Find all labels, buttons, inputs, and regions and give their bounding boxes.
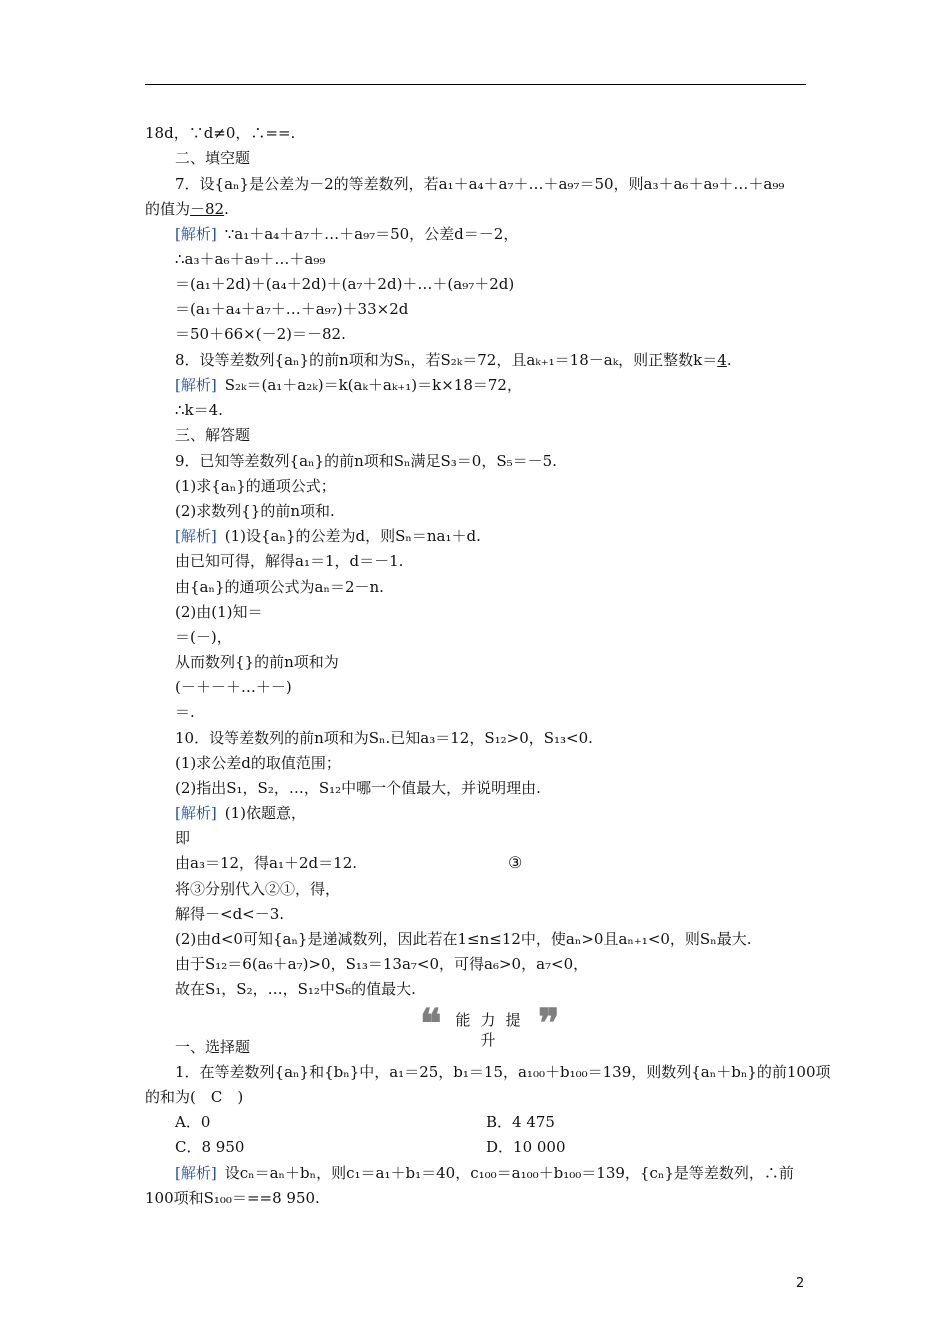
text-line: 由{aₙ}的通项公式为aₙ＝2－n. [175, 578, 384, 596]
solution-line [175, 375, 522, 395]
text-line: (2)由(1)知＝ [175, 603, 263, 621]
answer-line [145, 199, 229, 219]
text: 设cₙ＝aₙ＋bₙ，则c₁＝a₁＋b₁＝40，c₁₀₀＝a₁₀₀＋b₁₀₀＝139，{cₙ}是等差数列，∴前 [224, 1164, 794, 1182]
text-line: 由已知可得，解得a₁＝1，d＝－1. [175, 552, 404, 570]
page-number: 2 [796, 1276, 805, 1291]
text-line: 100项和S₁₀₀＝==8 950. [145, 1189, 320, 1207]
text-line: 18d，∵d≠0，∴==. [145, 124, 296, 142]
option-a: A．0 [175, 1113, 211, 1131]
question-9: 9．已知等差数列{aₙ}的前n项和Sₙ满足S₃＝0，S₅＝－5. [175, 452, 557, 470]
solution-line [175, 1163, 794, 1183]
text-line: ∴k＝4. [175, 401, 223, 419]
answer: 4 [717, 351, 727, 369]
header-rule [145, 84, 806, 85]
solution-line [175, 526, 481, 546]
text-line: (1)求公差d的取值范围； [175, 754, 341, 772]
question-7: 7．设{aₙ}是公差为－2的等差数列，若a₁＋a₄＋a₇＋…＋a₉₇＝50，则a₃＋a₆＋a₉＋…＋a₉₉ [175, 175, 785, 193]
text-line: (－＋－＋…＋－) [175, 678, 292, 696]
equation-number: ③ [508, 853, 523, 872]
question-10: 10．设等差数列的前n项和为Sₙ.已知a₃＝12，S₁₂>0，S₁₃<0. [175, 729, 593, 747]
solution-line [175, 224, 518, 244]
text-line: (2)由d<0可知{aₙ}是递减数列，因此若在1≤n≤12中，使aₙ>0且aₙ₊₁<0，则Sₙ最大. [175, 930, 752, 948]
text-line: ∴a₃＋a₆＋a₉＋…＋a₉₉ [175, 250, 326, 268]
solution-tag: [解析] [175, 225, 217, 243]
close-quote-icon: ❞ [538, 1000, 560, 1047]
solution-tag: [解析] [175, 1164, 217, 1182]
text: . [726, 351, 732, 369]
text-line: 从而数列{}的前n项和为 [175, 653, 339, 671]
answer: －82 [190, 200, 225, 218]
question-8 [175, 350, 732, 370]
solution-tag: [解析] [175, 376, 217, 394]
text-line: 即 [175, 829, 191, 847]
text-line: 由a₃＝12，得a₁＋2d＝12. [175, 854, 358, 872]
section-heading: 一、选择题 [175, 1038, 251, 1056]
text-line: (1)求{aₙ}的通项公式； [175, 477, 336, 495]
section-heading: 三、解答题 [175, 426, 251, 444]
text-line: 解得－<d<－3. [175, 905, 285, 923]
solution-tag: [解析] [175, 804, 217, 822]
text-line: 由于S₁₂＝6(a₆＋a₇)>0，S₁₃＝13a₇<0，可得a₆>0，a₇<0， [175, 955, 589, 973]
text-line: ＝(a₁＋a₄＋a₇＋…＋a₉₇)＋33×2d [175, 300, 409, 318]
solution-line [175, 803, 306, 823]
text-line: 的和为( C ) [145, 1088, 244, 1106]
text: S₂ₖ＝(a₁＋a₂ₖ)＝k(aₖ＋aₖ₊₁)＝k×18＝72， [224, 376, 522, 394]
option-c: C．8 950 [175, 1138, 245, 1156]
text-line: ＝(a₁＋2d)＋(a₄＋2d)＋(a₇＋2d)＋…＋(a₉₇＋2d) [175, 275, 515, 293]
solution-tag: [解析] [175, 527, 217, 545]
section-banner [420, 1000, 566, 1049]
text-line: ＝. [175, 703, 195, 721]
text-line: 将③分别代入②①，得， [175, 880, 341, 898]
text-line: (2)指出S₁，S₂，…，S₁₂中哪一个值最大，并说明理由. [175, 779, 541, 797]
question-1: 1．在等差数列{aₙ}和{bₙ}中，a₁＝25，b₁＝15，a₁₀₀＋b₁₀₀＝139，则数列{aₙ＋bₙ}的前100项 [175, 1063, 831, 1081]
text: 的值为 [145, 200, 191, 218]
banner-title: 能力提升 [455, 1011, 531, 1049]
open-quote-icon: ❝ [420, 1000, 442, 1047]
text: 8．设等差数列{aₙ}的前n项和为Sₙ，若S₂ₖ＝72，且aₖ₊₁＝18－aₖ，则正整数k＝ [175, 351, 718, 369]
text: (1)依题意， [224, 804, 306, 822]
text-line: ＝(－)， [175, 628, 232, 646]
option-d: D．10 000 [486, 1138, 566, 1156]
text: ∵a₁＋a₄＋a₇＋…＋a₉₇＝50，公差d＝－2， [224, 225, 519, 243]
text: (1)设{aₙ}的公差为d，则Sₙ＝na₁＋d. [224, 527, 481, 545]
section-heading: 二、填空题 [175, 149, 251, 167]
text-line: ＝50＋66×(－2)＝－82. [175, 325, 346, 343]
text-line: (2)求数列{}的前n项和. [175, 502, 335, 520]
text-line: 故在S₁，S₂，…，S₁₂中S₆的值最大. [175, 980, 416, 998]
text: . [224, 200, 229, 218]
option-b: B．4 475 [486, 1113, 555, 1131]
